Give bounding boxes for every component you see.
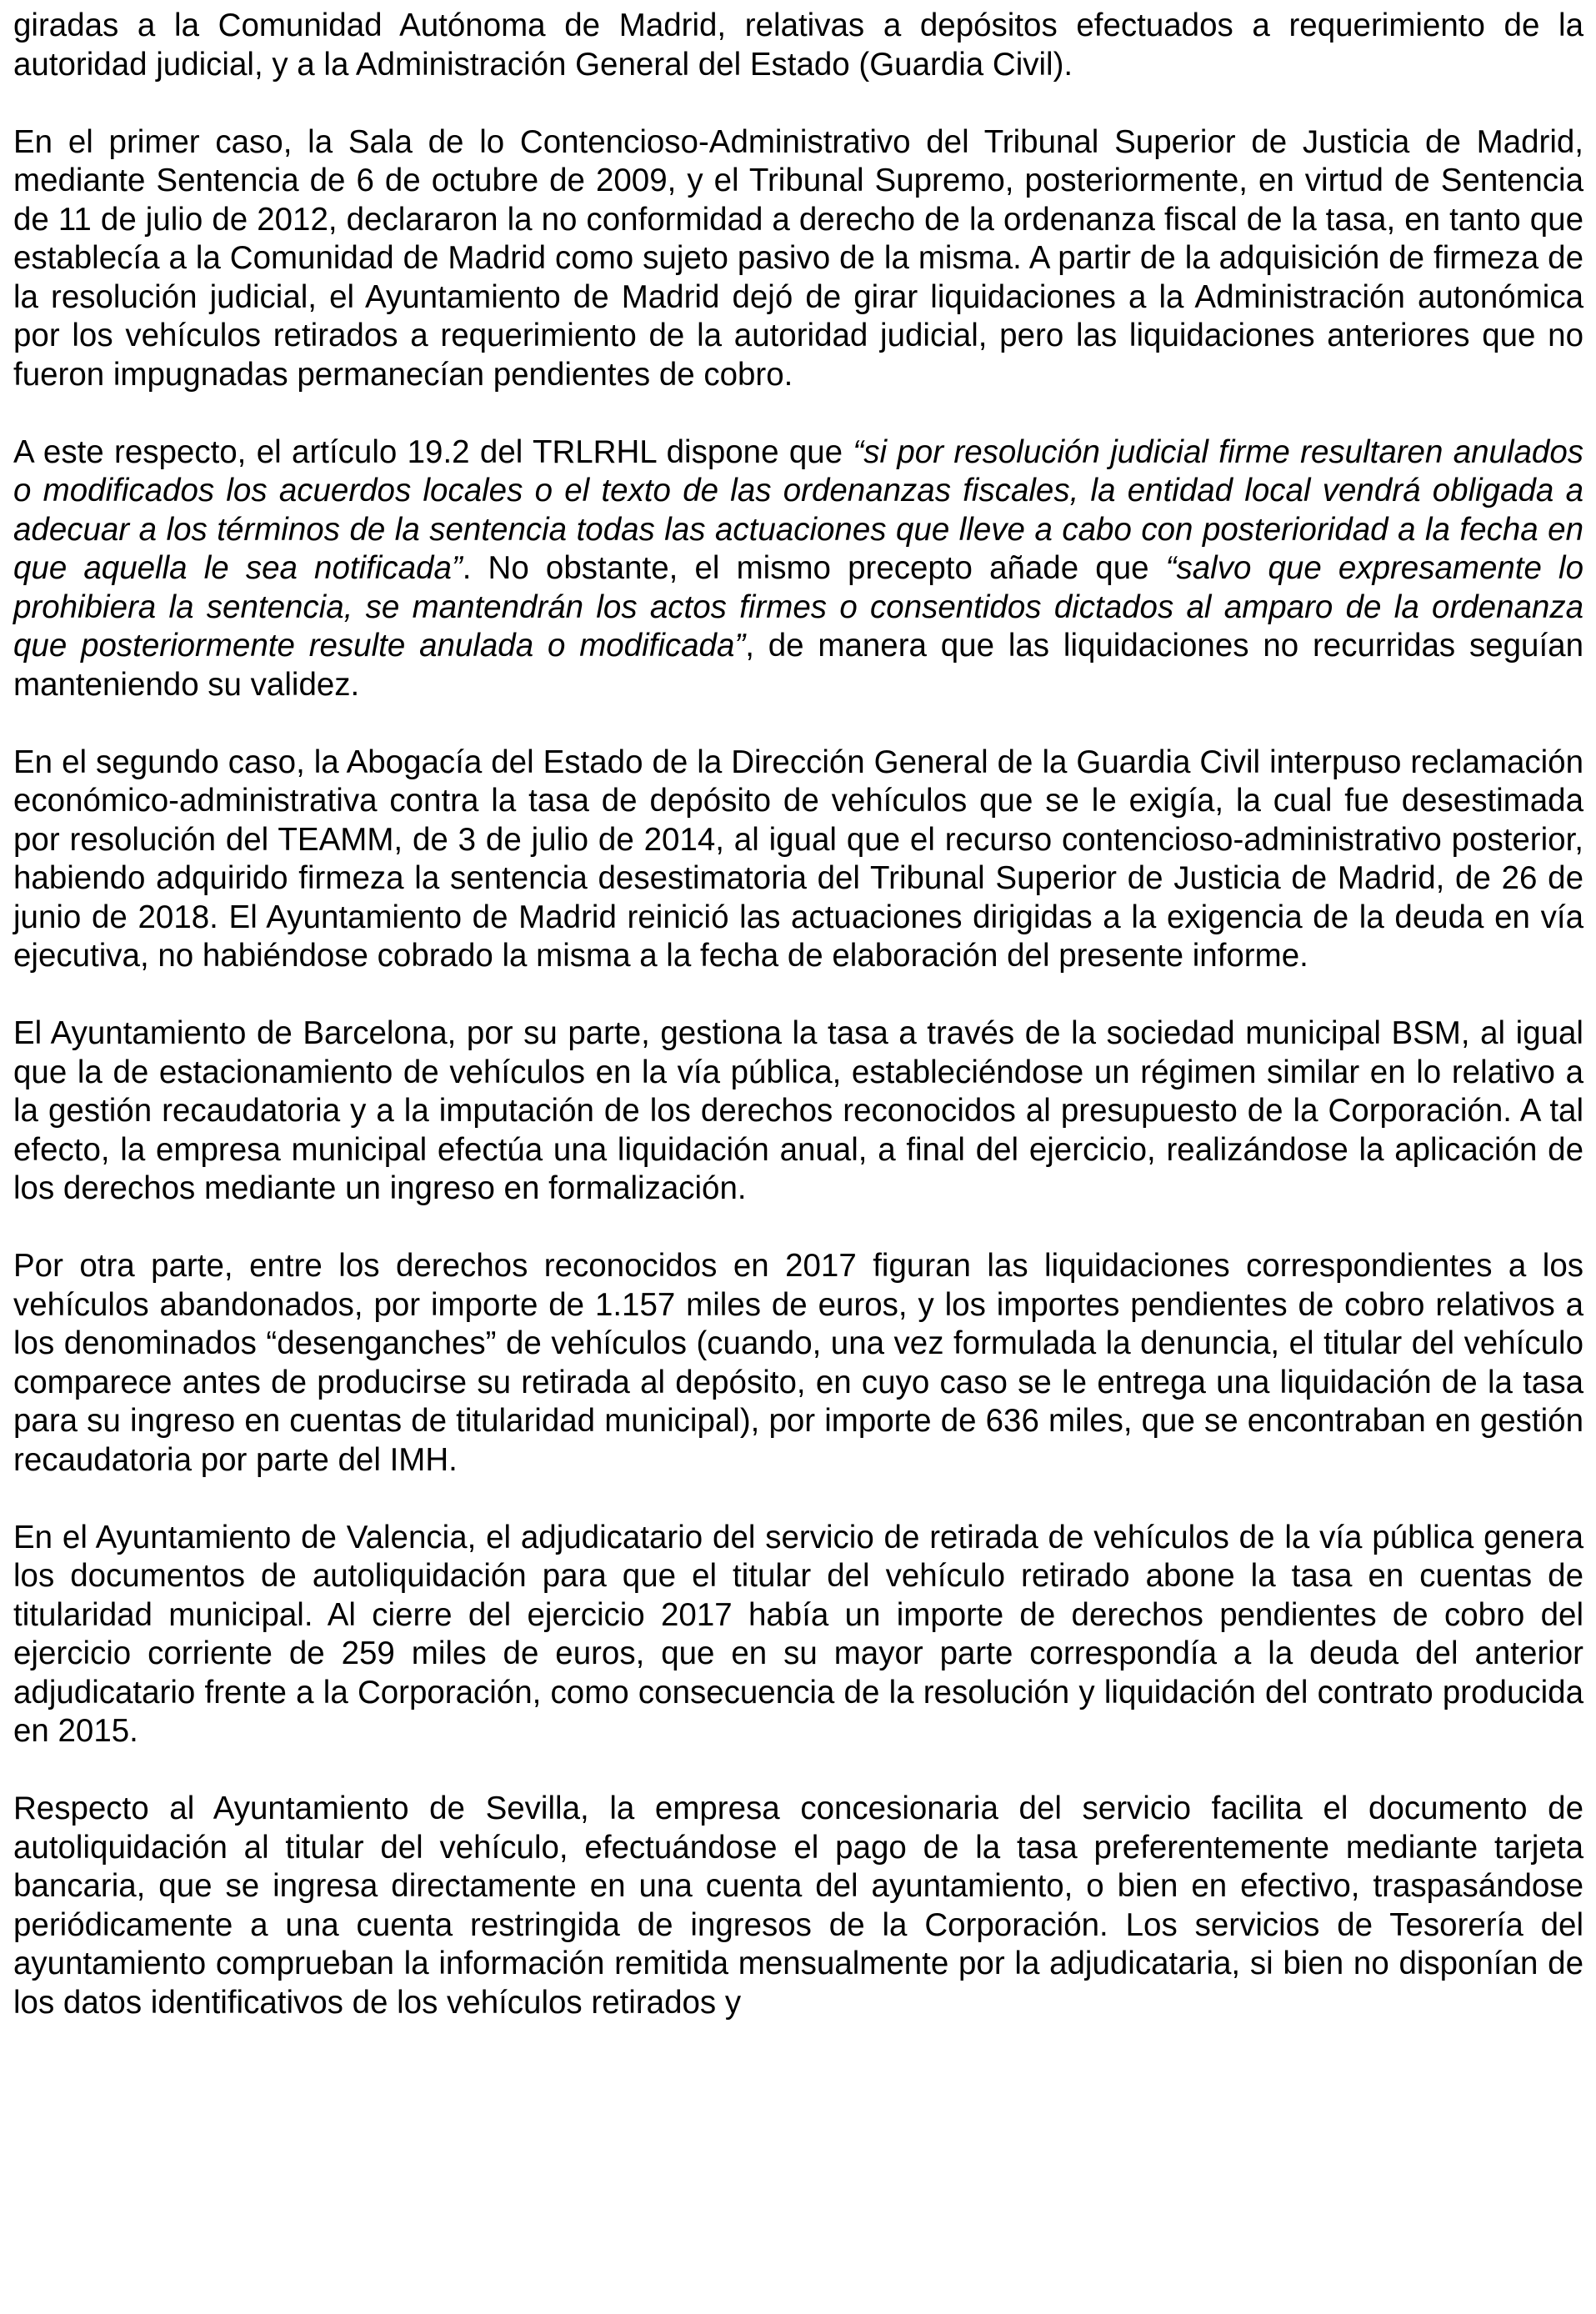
text-run: A este respecto, el artículo 19.2 del TRLRHL dispone que xyxy=(13,433,853,470)
paragraph-barcelona xyxy=(13,1014,1583,1209)
text-run: En el segundo caso, la Abogacía del Estado de la Dirección General de la Guardia Civil interpuso reclamación económico-administrativa contra la tasa de depósito de vehículos que se le exigía, la cual fue desestimada por resolución del TEAMM, de 3 de julio de 2014, al igual que el recurso contencioso-administrativo posterior, habiendo adquirido firmeza la sentencia desestimatoria del Tribunal Superior de Justicia de Madrid, de 26 de junio de 2018. El Ayuntamiento de Madrid reinició las actuaciones dirigidas a la exigencia de la deuda en vía ejecutiva, no habiéndose cobrado la misma a la fecha de elaboración del presente informe. xyxy=(13,744,1583,974)
text-run: En el Ayuntamiento de Valencia, el adjudicatario del servicio de retirada de vehículos de la vía pública genera los documentos de autoliquidación para que el titular del vehículo retirado abone la tasa en cuentas de titularidad municipal. Al cierre del ejercicio 2017 había un importe de derechos pendientes de cobro del ejercicio corriente de 259 miles de euros, que en su mayor parte correspondía a la deuda del anterior adjudicatario frente a la Corporación, como consecuencia de la resolución y liquidación del contrato producida en 2015. xyxy=(13,1519,1583,1749)
paragraph-segundo-caso xyxy=(13,744,1583,976)
text-run: . No obstante, el mismo precepto añade que xyxy=(462,550,1166,586)
text-run: , de manera que las liquidaciones no recurridas seguían manteniendo su validez. xyxy=(13,628,1583,703)
paragraph-primer-caso xyxy=(13,123,1583,395)
paragraph-sevilla xyxy=(13,1790,1583,2022)
text-run: Respecto al Ayuntamiento de Sevilla, la empresa concesionaria del servicio facilita el documento de autoliquidación al titular del vehículo, efectuándose el pago de la tasa preferentemente mediante tarjeta bancaria, que se ingresa directamente en una cuenta del ayuntamiento, o bien en efectivo, traspasándose periódicamente a una cuenta restringida de ingresos de la Corporación. Los servicios de Tesorería del ayuntamiento comprueban la información remitida mensualmente por la adjudicataria, si bien no disponían de los datos identificativos de los vehículos retirados y xyxy=(13,1791,1583,2021)
text-run: giradas a la Comunidad Autónoma de Madrid, relativas a depósitos efectuados a requerimiento de la autoridad judicial, y a la Administración General del Estado (Guardia Civil). xyxy=(13,8,1583,83)
document-page xyxy=(13,7,1583,2022)
paragraph-intro xyxy=(13,7,1583,84)
paragraph-articulo-19-2 xyxy=(13,433,1583,705)
quoted-text: “salvo que expresamente lo prohibiera la sentencia, se mantendrán los actos firmes o consentidos dictados al amparo de la ordenanza que posteriormente resulte anulada o modificada” xyxy=(13,550,1584,664)
paragraph-otra-parte xyxy=(13,1247,1583,1480)
paragraph-valencia xyxy=(13,1519,1583,1751)
quoted-text: “si por resolución judicial firme resultaren anulados o modificados los acuerdos locales o el texto de las ordenanzas fiscales, la entidad local vendrá obligada a adecuar a los términos de la sentencia todas las actuaciones que lleve a cabo con posterioridad a la fecha en que aquella le sea notificada” xyxy=(13,433,1583,586)
text-run: Por otra parte, entre los derechos reconocidos en 2017 figuran las liquidaciones correspondientes a los vehículos abandonados, por importe de 1.157 miles de euros, y los importes pendientes de cobro relativos a los denominados “desenganches” de vehículos (cuando, una vez formulada la denuncia, el titular del vehículo comparece antes de producirse su retirada al depósito, en cuyo caso se le entrega una liquidación de la tasa para su ingreso en cuentas de titularidad municipal), por importe de 636 miles, que se encontraban en gestión recaudatoria por parte del IMH. xyxy=(13,1248,1583,1478)
text-run: En el primer caso, la Sala de lo Contencioso-Administrativo del Tribunal Superior de Justicia de Madrid, mediante Sentencia de 6 de octubre de 2009, y el Tribunal Supremo, posteriormente, en virtud de Sentencia de 11 de julio de 2012, declararon la no conformidad a derecho de la ordenanza fiscal de la tasa, en tanto que establecía a la Comunidad de Madrid como sujeto pasivo de la misma. A partir de la adquisición de firmeza de la resolución judicial, el Ayuntamiento de Madrid dejó de girar liquidaciones a la Administración autonómica por los vehículos retirados a requerimiento de la autoridad judicial, pero las liquidaciones anteriores que no fueron impugnadas permanecían pendientes de cobro. xyxy=(13,123,1583,393)
text-run: El Ayuntamiento de Barcelona, por su parte, gestiona la tasa a través de la sociedad municipal BSM, al igual que la de estacionamiento de vehículos en la vía pública, estableciéndose un régimen similar en lo relativo a la gestión recaudatoria y a la imputación de los derechos reconocidos al presupuesto de la Corporación. A tal efecto, la empresa municipal efectúa una liquidación anual, a final del ejercicio, realizándose la aplicación de los derechos mediante un ingreso en formalización. xyxy=(13,1015,1583,1206)
